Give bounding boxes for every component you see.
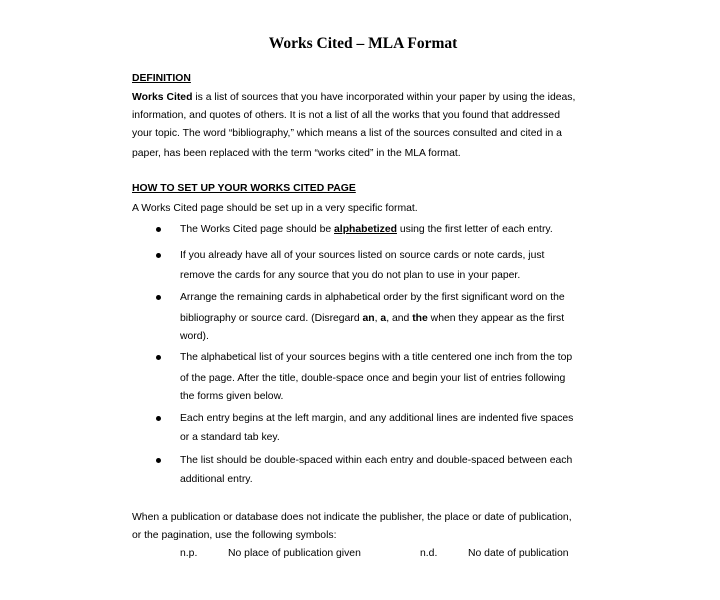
bullet-icon	[156, 295, 161, 300]
setup-intro: A Works Cited page should be set up in a very specific format.	[132, 203, 418, 214]
publication-line-1: When a publication or database does not indicate the publisher, the place or date of publication,	[132, 512, 572, 523]
bullet-4-line-3: the forms given below.	[180, 391, 284, 402]
bullet-3-line-3: word).	[180, 331, 209, 342]
bullet-2-line-1: If you already have all of your sources listed on source cards or note cards, just	[180, 250, 545, 261]
setup-heading: HOW TO SET UP YOUR WORKS CITED PAGE	[132, 183, 356, 194]
definition-line-2: information, and quotes of others. It is not a list of all the works that you found that addressed	[132, 110, 560, 121]
bullet-3-pre: bibliography or source card. (Disregard	[180, 313, 363, 324]
bullet-3-sep-1: ,	[374, 313, 381, 324]
bullet-4-line-2: of the page. After the title, double-space once and begin your list of entries following	[180, 373, 566, 384]
bullet-1-emphasis: alphabetized	[334, 224, 397, 235]
bullet-6-line-1: The list should be double-spaced within each entry and double-spaced between each	[180, 455, 573, 466]
bullet-icon	[156, 227, 161, 232]
bullet-5-line-2: or a standard tab key.	[180, 432, 280, 443]
bullet-3-an: an	[362, 313, 375, 324]
symbol-abbr-np: n.p.	[180, 548, 198, 559]
bullet-2-line-2: remove the cards for any source that you do not plan to use in your paper.	[180, 270, 521, 281]
bullet-3-the: the	[412, 313, 428, 324]
bullet-3-line-1: Arrange the remaining cards in alphabetical order by the first significant word on the	[180, 292, 565, 303]
bullet-5-line-1: Each entry begins at the left margin, and any additional lines are indented five spaces	[180, 413, 574, 424]
publication-line-2: or the pagination, use the following symbols:	[132, 530, 337, 541]
bullet-icon	[156, 416, 161, 421]
bullet-1-post: using the first letter of each entry.	[396, 224, 553, 235]
bullet-icon	[156, 458, 161, 463]
bullet-6-line-2: additional entry.	[180, 474, 253, 485]
bullet-1-pre: The Works Cited page should be	[180, 224, 335, 235]
bullet-3-line-2	[180, 313, 564, 324]
bullet-icon	[156, 355, 161, 360]
bullet-4-line-1: The alphabetical list of your sources begins with a title centered one inch from the top	[180, 352, 573, 363]
definition-heading: DEFINITION	[132, 73, 191, 84]
symbol-meaning-nd: No date of publication	[468, 548, 569, 559]
definition-line-3: your topic. The word “bibliography,” which means a list of the sources consulted and cited in a	[132, 128, 562, 139]
symbol-meaning-np: No place of publication given	[228, 548, 361, 559]
definition-line-1	[132, 92, 575, 103]
bullet-1-line-1	[180, 224, 553, 235]
definition-term: Works Cited	[132, 92, 193, 103]
bullet-3-sep-2: , and	[386, 313, 413, 324]
symbol-abbr-nd: n.d.	[420, 548, 438, 559]
bullet-3-post: when they appear as the first	[427, 313, 565, 324]
page-title: Works Cited – MLA Format	[268, 35, 458, 52]
definition-line-1-text: is a list of sources that you have incorporated within your paper by using the ideas,	[192, 92, 576, 103]
bullet-3-a: a	[380, 313, 387, 324]
bullet-icon	[156, 253, 161, 258]
definition-line-4: paper, has been replaced with the term “works cited” in the MLA format.	[132, 148, 461, 159]
